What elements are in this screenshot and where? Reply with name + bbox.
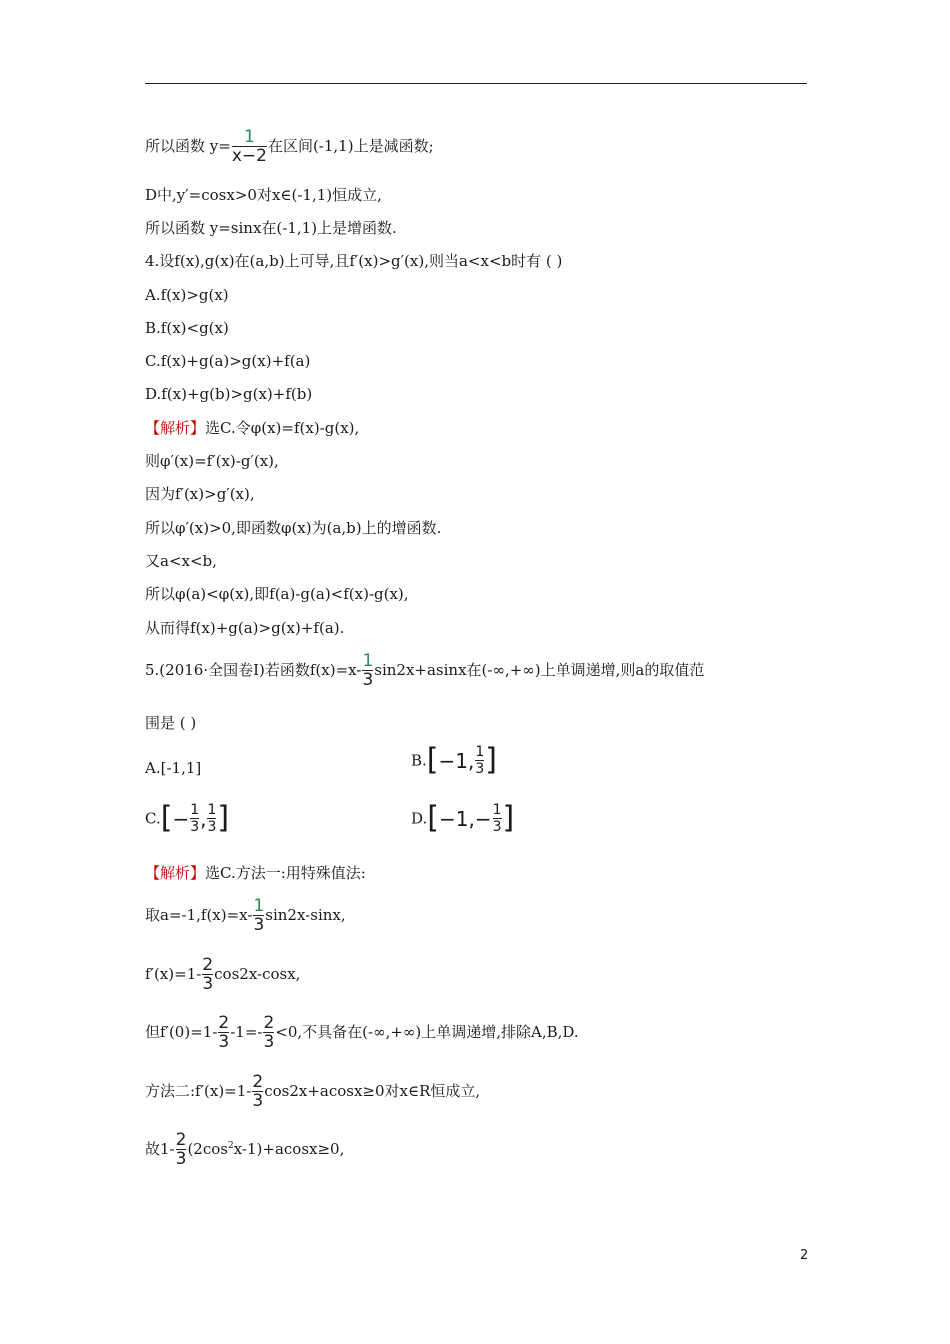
option-c: C.[− $\frac{1}{3}$ , $\frac{1}{3}$ ] (145, 800, 230, 836)
analysis-line: 又a<x<b, (145, 552, 217, 570)
text-line: D中,y′=cosx>0对x∈(-1,1)恒成立, (145, 186, 382, 204)
analysis-line: 从而得f(x)+g(a)>g(x)+f(a). (145, 619, 345, 637)
text-line: 所以函数 y=sinx在(-1,1)上是增函数. (145, 219, 397, 237)
analysis-line: 所以φ(a)<φ(x),即f(a)-g(a)<f(x)-g(x), (145, 585, 409, 603)
option-c: C.f(x)+g(a)>g(x)+f(a) (145, 352, 311, 370)
analysis-tag: 【解析】 (145, 419, 206, 437)
page-number: 2 (800, 1248, 809, 1263)
fraction: $\frac{2}{3}$ (202, 955, 214, 994)
analysis-line: 【解析】选C.方法一:用特殊值法: (145, 864, 366, 882)
analysis-line: 但f′(0)=1- $\frac{2}{3}$ -1=- $\frac{2}{3}$ <0,不具备在(-∞,+∞)上单调递增,排除A,B,D. (145, 1013, 579, 1052)
header-rule (145, 83, 807, 84)
analysis-line: 因为f′(x)>g′(x), (145, 485, 255, 503)
fraction: $\frac{1}{x-2}$ (231, 127, 267, 166)
analysis-line: 方法二:f′(x)=1- $\frac{2}{3}$ cos2x+acosx≥0对x∈R恒成立, (145, 1072, 481, 1111)
option-b: B.[−1, $\frac{1}{3}$ ] (411, 742, 497, 778)
fraction: $\frac{1}{3}$ (362, 651, 374, 690)
analysis-line: 故1- $\frac{2}{3}$ $(2\cos^2x-1)+acosx\ge 0$, (145, 1130, 345, 1169)
option-d: D.[−1,− $\frac{1}{3}$ ] (411, 800, 515, 836)
analysis-line: f′(x)=1- $\frac{2}{3}$ cos2x-cosx, (145, 955, 301, 994)
question-5: 5.(2016·全国卷Ⅰ)若函数f(x)=x- $\frac{1}{3}$ sin2x+asinx在(-∞,+∞)上单调递增,则a的取值范 (145, 651, 705, 690)
text-line: 围是 ( ) (145, 714, 197, 732)
question-4: 4.设f(x),g(x)在(a,b)上可导,且f′(x)>g′(x),则当a<x<b时有 ( ) (145, 252, 563, 270)
analysis-line: 则φ′(x)=f′(x)-g′(x), (145, 452, 279, 470)
fraction: $\frac{2}{3}$ (252, 1072, 264, 1111)
analysis-line: 取a=-1,f(x)=x- $\frac{1}{3}$ sin2x-sinx, (145, 896, 346, 935)
fraction: $\frac{2}{3}$ (263, 1013, 275, 1052)
option-a: A.f(x)>g(x) (145, 286, 229, 304)
option-a: A.[-1,1] (145, 759, 202, 777)
option-b: B.f(x)<g(x) (145, 319, 229, 337)
fraction: $\frac{1}{3}$ (253, 896, 265, 935)
fraction: $\frac{2}{3}$ (175, 1130, 187, 1169)
option-d: D.f(x)+g(b)>g(x)+f(b) (145, 385, 313, 403)
analysis-line: 【解析】选C.令φ(x)=f(x)-g(x), (145, 419, 360, 437)
analysis-line: 所以φ′(x)>0,即函数φ(x)为(a,b)上的增函数. (145, 519, 442, 537)
analysis-tag: 【解析】 (145, 864, 206, 882)
text-line: 所以函数 y= $\frac{1}{x-2}$ 在区间(-1,1)上是减函数; (145, 127, 434, 166)
fraction: $\frac{2}{3}$ (218, 1013, 230, 1052)
